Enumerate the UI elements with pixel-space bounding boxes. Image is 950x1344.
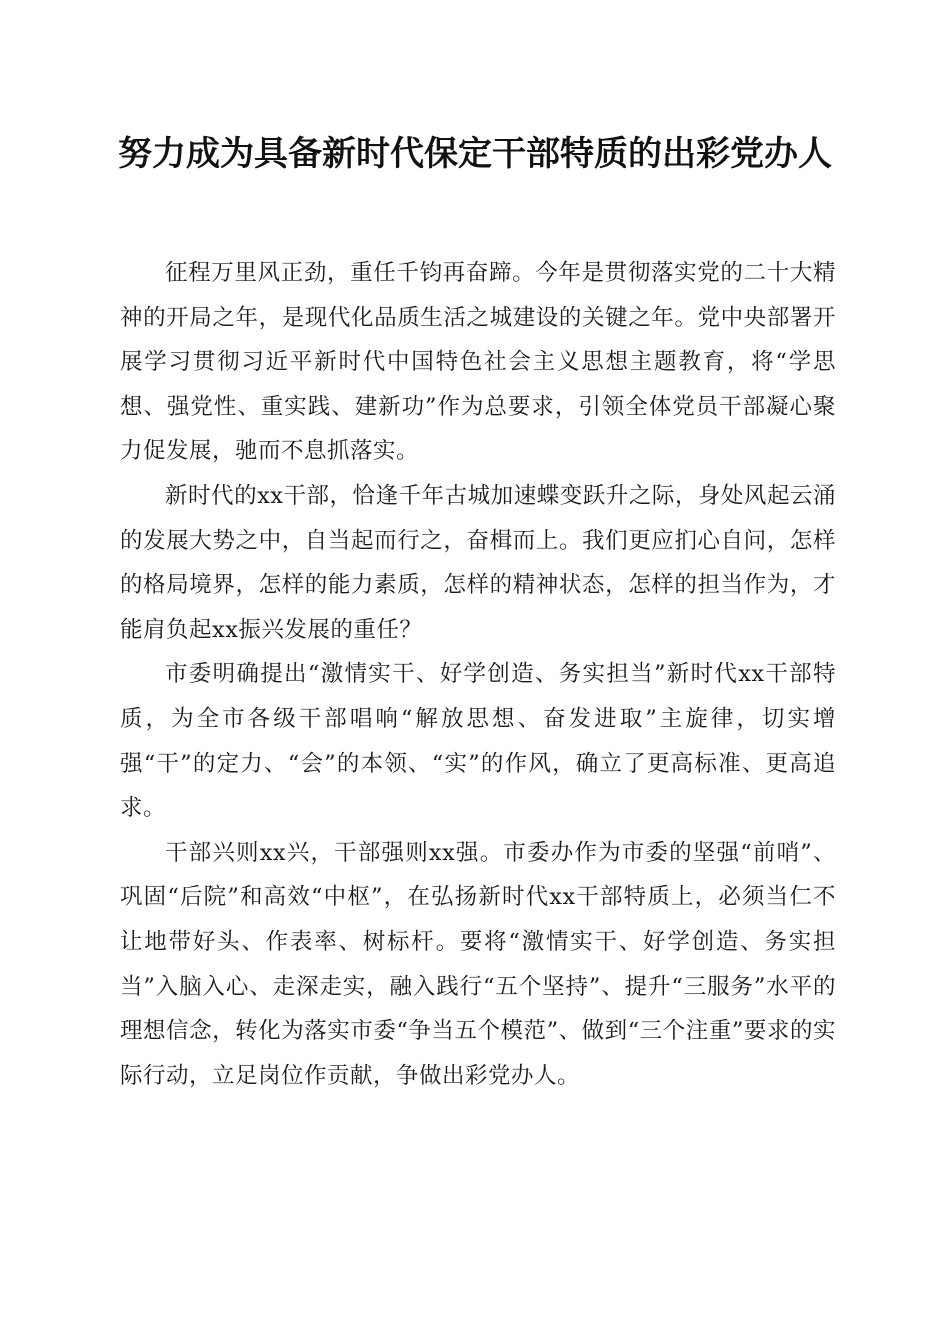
paragraph: 干部兴则xx兴，干部强则xx强。市委办作为市委的坚强“前哨”、巩固“后院”和高效“中枢”，在弘扬新时代xx干部特质上，必须当仁不让地带好头、作表率、树标杆。要将“激情实干、好学创造、务实担当”入脑入心、走深走实，融入践行“五个坚持”、提升“三服务”水平的理想信念，转化为落实市委“争当五个模范”、做到“三个注重”要求的实际行动，立足岗位作贡献，争做出彩党办人。 [120,839,836,1089]
document-body [120,251,836,1098]
document-title: 努力成为具备新时代保定干部特质的出彩党办人 [118,134,832,174]
paragraph: 市委明确提出“激情实干、好学创造、务实担当”新时代xx干部特质，为全市各级干部唱响“解放思想、奋发进取”主旋律，切实增强“干”的定力、“会”的本领、“实”的作风，确立了更高标准、更高追求。 [120,661,836,822]
paragraph: 新时代的xx干部，恰逢千年古城加速蝶变跃升之际，身处风起云涌的发展大势之中，自当起而行之，奋楫而上。我们更应扪心自问，怎样的格局境界，怎样的能力素质，怎样的精神状态，怎样的担当作为，才能肩负起xx振兴发展的重任？ [120,482,836,643]
paragraph: 征程万里风正劲，重任千钧再奋蹄。今年是贯彻落实党的二十大精神的开局之年，是现代化品质生活之城建设的关键之年。党中央部署开展学习贯彻习近平新时代中国特色社会主义思想主题教育，将“学思想、强党性、重实践、建新功”作为总要求，引领全体党员干部凝心聚力促发展，驰而不息抓落实。 [120,260,836,465]
